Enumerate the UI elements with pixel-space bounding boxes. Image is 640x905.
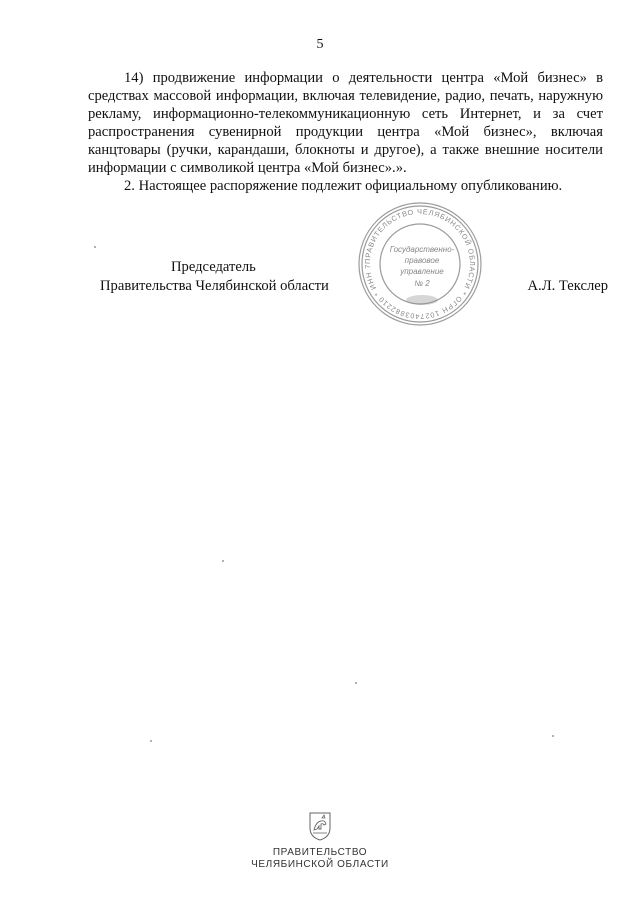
footer-line-government: ПРАВИТЕЛЬСТВО bbox=[272, 847, 368, 858]
svg-text:правовое: правовое bbox=[404, 256, 440, 265]
scan-speck bbox=[222, 560, 224, 562]
chelyabinsk-crest-icon bbox=[306, 810, 334, 842]
scan-speck bbox=[94, 246, 96, 248]
scan-speck bbox=[150, 740, 152, 742]
signatory-title: Председатель bbox=[171, 259, 256, 275]
svg-text:ПРАВИТЕЛЬСТВО ЧЕЛЯБИНСКОЙ ОБЛА: ПРАВИТЕЛЬСТВО ЧЕЛЯБИНСКОЙ ОБЛАСТИ * ОГРН 1027403882210 * ИНН 7 bbox=[362, 206, 478, 322]
paragraph-item-14: 14) продвижение информации о деятельности центра «Мой бизнес» в средствах массовой информации, включая телевидение, радио, печать, наружную рекламу, информационно-телекоммуникационную сеть Интернет, и за счет распространения сувенирной продукции центра «Мой бизнес», включая канцтовары (ручки, карандаши, блокноты и другое), а также внешние носители информации с символикой центра «Мой бизнес».». bbox=[88, 70, 603, 176]
signature-block bbox=[88, 258, 608, 308]
footer-line-region: ЧЕЛЯБИНСКОЙ ОБЛАСТИ bbox=[251, 859, 389, 870]
paragraph-publication-clause: 2. Настоящее распоряжение подлежит официальному опубликованию. bbox=[124, 178, 563, 194]
scan-speck bbox=[552, 735, 554, 737]
page-number: 5 bbox=[316, 37, 324, 52]
svg-text:№ 2: № 2 bbox=[414, 279, 430, 288]
document-body bbox=[88, 69, 603, 195]
svg-text:управление: управление bbox=[400, 267, 444, 276]
scan-speck bbox=[355, 682, 357, 684]
svg-text:Государственно-: Государственно- bbox=[389, 245, 455, 254]
signatory-organization: Правительства Челябинской области bbox=[100, 278, 329, 294]
footer-government-logo bbox=[0, 810, 640, 871]
signatory-name: А.Л. Текслер bbox=[527, 278, 608, 294]
